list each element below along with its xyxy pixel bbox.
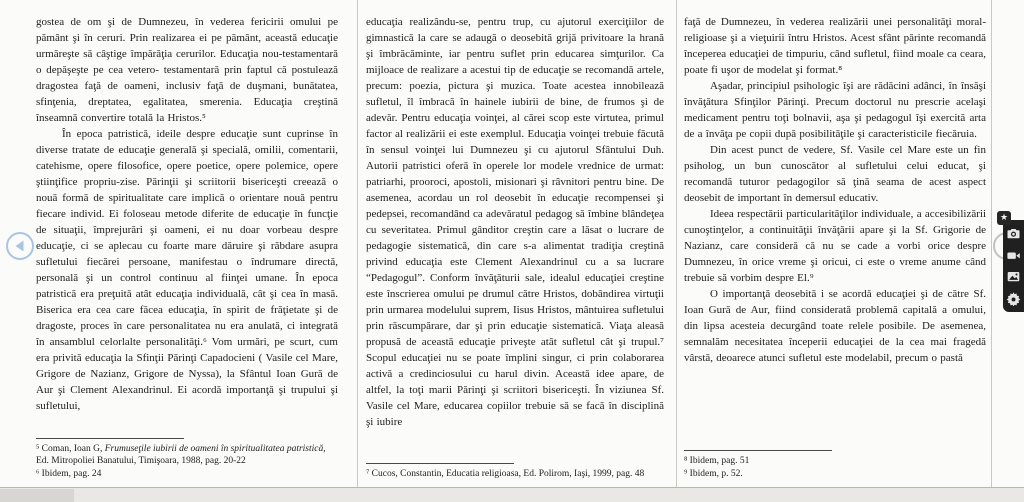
- paragraph: O importanţă deosebită i se acordă educaţiei şi de către Sf. Ioan Gură de Aur, fiind considerată problemă capitală a omului, din lipsa acesteia decurgând toate relele posibile. De asemenea, semnalăm necesitatea începerii educaţiei de la cea mai fragedă vârstă, deoarece atunci sufletul este modelabil, precum o pastă: [684, 288, 986, 364]
- page-divider: [357, 0, 358, 488]
- previous-page-button[interactable]: [5, 231, 35, 261]
- page-bottom-edge: [0, 487, 1024, 502]
- page-right: [684, 0, 986, 488]
- footnote-separator: [366, 463, 514, 464]
- page-left-text: [36, 14, 338, 433]
- page-center-footer: [366, 458, 664, 481]
- page-center-text: [366, 14, 664, 458]
- footnote: ⁶ Ibidem, pag. 24: [36, 468, 102, 479]
- paragraph: faţă de Dumnezeu, în vederea realizării unei personalităţi moral-religioase şi a vieţuirii întru Hristos. Acest sfânt părinte recomandă începerea educaţiei de timpuriu, când sufletul, fiind moale ca ceara, poate fi uşor de modelat şi format.⁸: [684, 16, 986, 76]
- footnote: ⁷ Cucos, Constantin, Educatia religioasa, Ed. Polirom, Iaşi, 1999, pag. 48: [366, 468, 645, 479]
- page-divider: [676, 0, 677, 488]
- paragraph: Din acest punct de vedere, Sf. Vasile cel Mare este un fin psiholog, un bun cunoscător al sufletului celui educat, şi recomandă tuturor pedagogilor să ţină seama de acest aspect deosebit de important în demersul educativ.: [684, 144, 986, 204]
- star-icon[interactable]: ★: [997, 211, 1011, 225]
- paragraph: Ideea respectării particularităţilor individuale, a accesibilizării cunoştinţelor, a continuităţii învăţării apare şi la Sf. Grigorie de Nazianz, care consideră că nu se cade a vorbi orice despre Dumnezeu, în orice vreme şi oricui, ci este o vreme anume când trebuie să vorbim despre El.⁹: [684, 208, 986, 284]
- page-center-footnotes: [366, 468, 664, 481]
- paragraph: În epoca patristică, ideile despre educaţie sunt cuprinse în diverse tratate de educaţie generală şi specială, omilii, comentarii, catehisme, opere filosofice, opere poetice, opere polemice, opere ştiinţifice propriu-zise. Părinţii şi scriitorii bisericeşti creează o nouă formă de spiritualitate care implică o orientare nouă pentru fiecare individ. Ei foloseau metode diferite de educaţie în funcţie de situaţii, împrejurări şi oameni, ei nu doar vorbeau despre educaţie, ci se aplecau cu foarte mare dăruire şi răbdare asupra sufletului fiecărei persoane, manifestau o îndrumare directă, personală şi un control continuu al fiinţei umane. În epoca patristică era preţuită atât educaţia individuală, cât şi cea în masă. Biserica era cea care făcea educaţia, în spirit de frăţietate şi de dragoste, proces în care personalitatea nu era anulată, ci integrată în ansamblul celorlalte personalităţi.⁶ Vom urmări, pe scurt, cum era privită educaţia la Sfinţii Părinţi Capadocieni ( Vasile cel Mare, Grigore de Nazianz, Grigore de Nyssa), la Sfântul Ioan Gură de Aur şi Clement Alexandrinul. Ei acordă importanţă şi trupului şi sufletului,: [36, 128, 338, 412]
- footnote: ⁸ Ibidem, pag. 51: [684, 456, 750, 466]
- page-right-footnotes: [684, 455, 986, 480]
- page-left-footnotes: [36, 443, 338, 481]
- page-center: [366, 0, 664, 488]
- footnote: ⁵ Coman, Ioan G, Frumuseţile iubirii de oameni în spiritualitatea patristică, Ed. Mitropoliei Banatului, Timişoara, 1988, pag. 20-22: [36, 443, 326, 466]
- footnote-separator: [36, 438, 184, 439]
- page-right-footer: [684, 445, 986, 480]
- page-left: [36, 0, 338, 488]
- paragraph: gostea de om şi de Dumnezeu, în vederea fericirii omului pe pământ şi în ceruri. Prin realizarea ei pe pământ, această educaţie urmăreşte să câştige împărăţia cerurilor. Educaţia nou-testamentară o depăşeşte pe cea vetero- testamentară prin faptul că postulează dragostea faţă de oameni, inclusiv faţă de duşmani, bunătatea, sfinţenia, dreptatea, egalitatea, smerenia. Educaţia creştină înseamnă convertire totală la Hristos.⁵: [36, 16, 338, 124]
- video-camera-icon[interactable]: [1006, 248, 1021, 263]
- paragraph: educaţia realizându-se, pentru trup, cu ajutorul exerciţiilor de gimnastică la care se adaugă o deosebită grijă privitoare la hrană şi îmbrăcăminte, iar pentru suflet prin educarea simţurilor. Ca mijloace de realizare a acestui tip de educaţie se recomandă artele, precum: poezia, pictura şi muzica. Toate acestea innobilează sufletul, îl îmbracă în hainele iubirii de bine, de frumos şi de adevăr. Pentru educaţia voinţei, al cărei scop este virtutea, primul factor al realizării ei este exemplul. Educaţia voinţei trebuie făcută în sensul voinţei lui Dumnezeu şi cu ajutorul Sfântului Duh. Autorii patristici oferă în operele lor modele vrednice de urmat: patriarhi, prooroci, apostoli, misionari şi râvnitori pentru bine. De asemenea, acordau un rol deosebit în educaţie recompensei şi pedepsei, recomandând ca adevăratul pedagog să îmbine blândeţea cu severitatea. Primul gânditor creştin care a lăsat o lucrare de pedagogie sistematică, din care s-a alimentat tradiţia creştină privind educaţia este Clement Alexandrinul cu a sa lucrare “Pedagogul”. Conform învăţăturii sale, idealul educaţiei creştine este înscrierea omului pe drumul către Hristos, dobândirea virtuţii prin urmarea modelului suprem, Iisus Hristos, mântuirea sufletului prin răscumpărare, dar şi prin educaţie sistematică. Viaţa aleasă propusă de această educaţie priveşte atât sufletul cât şi trupul.⁷ Scopul educaţiei nu se poate împlini singur, ci prin colaborarea activă a credinciosului cu harul divin. Această idee apare, de altfel, la toţi marii Părinţi şi scriitori bisericeşti. În viziunea Sf. Vasile cel Mare, educarea copiilor trebuie să se facă în disciplină şi iubire: [366, 16, 664, 428]
- footnote: ⁹ Ibidem, p. 52.: [684, 468, 743, 479]
- footnote-separator: [684, 450, 832, 451]
- camera-icon[interactable]: [1006, 226, 1021, 241]
- side-toolbar: [1003, 220, 1024, 312]
- paragraph: Aşadar, principiul psihologic îşi are rădăcini adânci, în însăşi învăţătura Sfinţilor Părinţi. Precum doctorul nu prescrie acelaşi medicament pentru toţi bolnavii, aşa şi pedagogul îşi exercită arta de a învăţa pe copii după posibilităţile şi caracteristicile fiecăruia.: [684, 80, 986, 140]
- gear-icon[interactable]: [1006, 291, 1021, 306]
- chevron-left-icon: [5, 231, 35, 261]
- page-right-text: [684, 14, 986, 445]
- image-icon[interactable]: [1006, 269, 1021, 284]
- page-left-footer: [36, 433, 338, 481]
- page-bottom-tab: [0, 489, 74, 502]
